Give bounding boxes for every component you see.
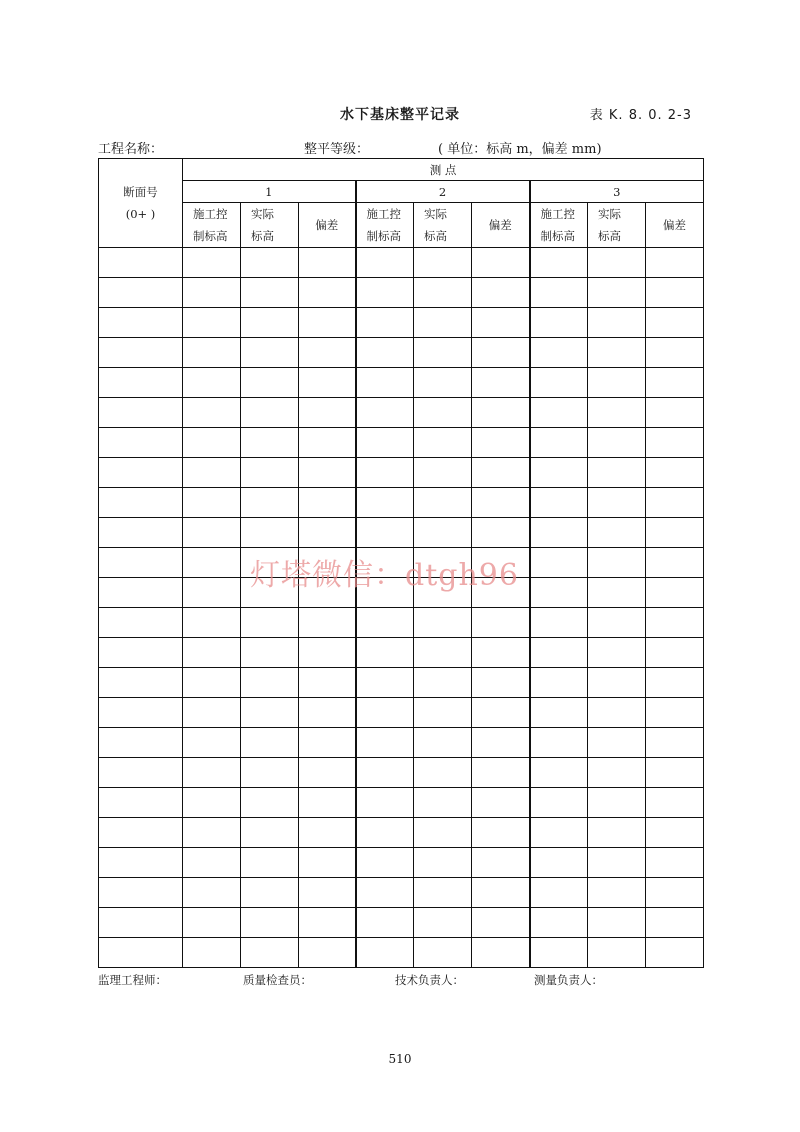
measurement-cell[interactable] <box>299 758 356 788</box>
section-number-header <box>99 159 183 248</box>
measurement-cell[interactable] <box>588 608 646 638</box>
measurement-cell[interactable] <box>646 938 704 968</box>
measurement-cell[interactable] <box>530 278 588 308</box>
measurement-cell[interactable] <box>356 338 414 368</box>
section-number-cell[interactable] <box>99 548 183 578</box>
table-row <box>99 428 704 458</box>
page-number: 510 <box>388 1052 412 1066</box>
measurement-cell[interactable] <box>183 338 241 368</box>
unit-note: ( 单位：标高 m，偏差 mm) <box>438 142 602 157</box>
measurement-cell[interactable] <box>241 698 299 728</box>
measurement-cell[interactable] <box>530 248 588 278</box>
measurement-cell[interactable] <box>588 548 646 578</box>
measurement-cell[interactable] <box>646 368 704 398</box>
measurement-cell[interactable] <box>241 758 299 788</box>
measurement-cell[interactable] <box>646 818 704 848</box>
section-number-cell[interactable] <box>99 608 183 638</box>
measurement-cell[interactable] <box>646 758 704 788</box>
section-number-cell[interactable] <box>99 818 183 848</box>
measurement-cell[interactable] <box>472 788 530 818</box>
measurement-cell[interactable] <box>356 278 414 308</box>
measurement-cell[interactable] <box>414 938 472 968</box>
measurement-cell[interactable] <box>646 548 704 578</box>
survey-lead-label: 测量负责人： <box>534 973 603 987</box>
measurement-cell[interactable] <box>414 878 472 908</box>
measurement-cell[interactable] <box>299 368 356 398</box>
measurement-cell[interactable] <box>183 368 241 398</box>
table-row <box>99 368 704 398</box>
ctrl-elev-header: 施工控 制标高 <box>356 203 414 248</box>
technical-lead-label: 技术负责人： <box>395 973 464 987</box>
measurement-cell[interactable] <box>414 818 472 848</box>
measurement-cell[interactable] <box>241 848 299 878</box>
measurement-cell[interactable] <box>414 638 472 668</box>
measurement-cell[interactable] <box>472 458 530 488</box>
measurement-cell[interactable] <box>241 458 299 488</box>
measurement-cell[interactable] <box>588 308 646 338</box>
section-number-cell[interactable] <box>99 368 183 398</box>
measurement-cell[interactable] <box>530 518 588 548</box>
measurement-cell[interactable] <box>530 728 588 758</box>
supervisor-label: 监理工程师： <box>98 973 167 987</box>
measurement-cell[interactable] <box>183 428 241 458</box>
measurement-cell[interactable] <box>299 308 356 338</box>
measurement-cell[interactable] <box>646 638 704 668</box>
measurement-cell[interactable] <box>588 908 646 938</box>
measurement-cell[interactable] <box>646 278 704 308</box>
measurement-cell[interactable] <box>183 938 241 968</box>
measurement-cell[interactable] <box>646 428 704 458</box>
measurement-cell[interactable] <box>299 728 356 758</box>
measurement-cell[interactable] <box>241 248 299 278</box>
measurement-cell[interactable] <box>530 368 588 398</box>
measurement-cell[interactable] <box>356 878 414 908</box>
measurement-cell[interactable] <box>472 938 530 968</box>
measurement-cell[interactable] <box>356 818 414 848</box>
measurement-cell[interactable] <box>183 728 241 758</box>
measurement-cell[interactable] <box>241 488 299 518</box>
measurement-cell[interactable] <box>588 728 646 758</box>
measurement-cell[interactable] <box>183 758 241 788</box>
measurement-cell[interactable] <box>299 818 356 848</box>
measurement-cell[interactable] <box>356 398 414 428</box>
measurement-cell[interactable] <box>299 608 356 638</box>
measurement-cell[interactable] <box>183 578 241 608</box>
deviation-header: 偏差 <box>472 203 530 248</box>
table-row <box>99 758 704 788</box>
table-row <box>99 848 704 878</box>
section-number-cell[interactable] <box>99 848 183 878</box>
measurement-cell[interactable] <box>588 938 646 968</box>
measurement-cell[interactable] <box>472 758 530 788</box>
measurement-cell[interactable] <box>414 518 472 548</box>
measurement-cell[interactable] <box>356 428 414 458</box>
measurement-cell[interactable] <box>472 488 530 518</box>
table-row <box>99 818 704 848</box>
measurement-cell[interactable] <box>241 788 299 818</box>
point-2-header: 2 <box>356 181 530 203</box>
measurement-cell[interactable] <box>530 428 588 458</box>
table-row <box>99 668 704 698</box>
measurement-cell[interactable] <box>472 728 530 758</box>
measurement-cell[interactable] <box>588 878 646 908</box>
measurement-cell[interactable] <box>183 308 241 338</box>
measurement-cell[interactable] <box>588 278 646 308</box>
measurement-cell[interactable] <box>241 278 299 308</box>
section-number-cell[interactable] <box>99 398 183 428</box>
measurement-cell[interactable] <box>183 278 241 308</box>
measurement-cell[interactable] <box>299 788 356 818</box>
measurement-cell[interactable] <box>472 308 530 338</box>
table-row <box>99 638 704 668</box>
point-1-header: 1 <box>183 181 356 203</box>
measurement-cell[interactable] <box>241 728 299 758</box>
measurement-cell[interactable] <box>472 908 530 938</box>
table-row <box>99 728 704 758</box>
measurement-cell[interactable] <box>356 368 414 398</box>
measurement-cell[interactable] <box>588 428 646 458</box>
measurement-cell[interactable] <box>472 278 530 308</box>
section-number-cell[interactable] <box>99 458 183 488</box>
measurement-cell[interactable] <box>646 728 704 758</box>
measurement-cell[interactable] <box>530 758 588 788</box>
table-row <box>99 248 704 278</box>
measurement-cell[interactable] <box>299 638 356 668</box>
measurement-cell[interactable] <box>356 308 414 338</box>
section-number-cell[interactable] <box>99 308 183 338</box>
measurement-cell[interactable] <box>299 668 356 698</box>
section-number-cell[interactable] <box>99 908 183 938</box>
measurement-cell[interactable] <box>530 938 588 968</box>
measurement-cell[interactable] <box>530 488 588 518</box>
measurement-cell[interactable] <box>414 368 472 398</box>
measurement-cell[interactable] <box>530 668 588 698</box>
table-row <box>99 908 704 938</box>
measurement-cell[interactable] <box>299 908 356 938</box>
measurement-cell[interactable] <box>472 608 530 638</box>
measurement-cell[interactable] <box>530 548 588 578</box>
measurement-cell[interactable] <box>241 938 299 968</box>
section-number-cell[interactable] <box>99 938 183 968</box>
measurement-cell[interactable] <box>530 908 588 938</box>
measurement-cell[interactable] <box>646 398 704 428</box>
measurement-cell[interactable] <box>472 398 530 428</box>
measurement-cell[interactable] <box>646 698 704 728</box>
measurement-cell[interactable] <box>414 758 472 788</box>
section-number-cell[interactable] <box>99 788 183 818</box>
measurement-cell[interactable] <box>646 908 704 938</box>
measurement-cell[interactable] <box>183 608 241 638</box>
measurement-cell[interactable] <box>356 518 414 548</box>
measurement-cell[interactable] <box>472 818 530 848</box>
table-row <box>99 938 704 968</box>
measurement-cell[interactable] <box>299 938 356 968</box>
measurement-cell[interactable] <box>299 488 356 518</box>
measurement-cell[interactable] <box>472 368 530 398</box>
section-number-cell[interactable] <box>99 578 183 608</box>
measurement-cell[interactable] <box>472 668 530 698</box>
measurement-cell[interactable] <box>356 488 414 518</box>
ctrl-elev-header: 施工控 制标高 <box>530 203 588 248</box>
document-title: 水下基床整平记录 <box>340 107 460 123</box>
measurement-cell[interactable] <box>530 638 588 668</box>
measurement-cell[interactable] <box>646 578 704 608</box>
measurement-cell[interactable] <box>356 638 414 668</box>
measurement-cell[interactable] <box>356 608 414 638</box>
section-number-cell[interactable] <box>99 488 183 518</box>
section-sub-label: (0+ ) <box>125 207 156 221</box>
section-number-cell[interactable] <box>99 338 183 368</box>
measurement-cell[interactable] <box>414 848 472 878</box>
section-number-cell[interactable] <box>99 878 183 908</box>
measurement-cell[interactable] <box>530 848 588 878</box>
measurement-cell[interactable] <box>356 668 414 698</box>
measurement-cell[interactable] <box>299 698 356 728</box>
measurement-cell[interactable] <box>472 878 530 908</box>
measurement-cell[interactable] <box>646 338 704 368</box>
table-row <box>99 878 704 908</box>
measurement-cell[interactable] <box>646 248 704 278</box>
measurement-cell[interactable] <box>356 938 414 968</box>
measurement-cell[interactable] <box>588 458 646 488</box>
measurement-cell[interactable] <box>356 458 414 488</box>
measurement-cell[interactable] <box>588 368 646 398</box>
measurement-cell[interactable] <box>299 248 356 278</box>
deviation-header: 偏差 <box>646 203 704 248</box>
section-number-cell[interactable] <box>99 668 183 698</box>
measurement-cell[interactable] <box>299 338 356 368</box>
measurement-cell[interactable] <box>588 758 646 788</box>
measurement-cell[interactable] <box>183 518 241 548</box>
measurement-cell[interactable] <box>183 788 241 818</box>
measurement-cell[interactable] <box>414 668 472 698</box>
section-number-cell[interactable] <box>99 518 183 548</box>
measurement-cell[interactable] <box>183 638 241 668</box>
measurement-cell[interactable] <box>414 608 472 638</box>
measurement-cell[interactable] <box>414 308 472 338</box>
measurement-cell[interactable] <box>241 518 299 548</box>
measurement-cell[interactable] <box>530 458 588 488</box>
measurement-cell[interactable] <box>530 608 588 638</box>
ctrl-elev-header: 施工控 制标高 <box>183 203 241 248</box>
measurement-cell[interactable] <box>183 248 241 278</box>
measurement-cell[interactable] <box>241 338 299 368</box>
measurement-cell[interactable] <box>356 848 414 878</box>
measurement-cell[interactable] <box>414 488 472 518</box>
measurement-cell[interactable] <box>414 698 472 728</box>
measurement-cell[interactable] <box>646 308 704 338</box>
measurement-cell[interactable] <box>472 518 530 548</box>
measurement-cell[interactable] <box>414 278 472 308</box>
measurement-cell[interactable] <box>530 398 588 428</box>
measurement-cell[interactable] <box>530 698 588 728</box>
measurement-cell[interactable] <box>530 878 588 908</box>
measurement-cell[interactable] <box>646 848 704 878</box>
section-number-cell[interactable] <box>99 728 183 758</box>
point-3-header: 3 <box>530 181 704 203</box>
table-row <box>99 398 704 428</box>
measurement-cell[interactable] <box>183 818 241 848</box>
measurement-cell[interactable] <box>414 398 472 428</box>
actual-elev-header: 实际 标高 <box>241 203 299 248</box>
measurement-cell[interactable] <box>530 308 588 338</box>
table-row <box>99 698 704 728</box>
measurement-cell[interactable] <box>588 848 646 878</box>
measurement-cell[interactable] <box>241 608 299 638</box>
measurement-cell[interactable] <box>241 668 299 698</box>
measurement-cell[interactable] <box>472 338 530 368</box>
section-number-cell[interactable] <box>99 248 183 278</box>
measurement-cell[interactable] <box>414 788 472 818</box>
measurement-cell[interactable] <box>588 248 646 278</box>
measurement-cell[interactable] <box>646 788 704 818</box>
measurement-cell[interactable] <box>530 578 588 608</box>
measurement-cell[interactable] <box>588 338 646 368</box>
measurement-cell[interactable] <box>299 398 356 428</box>
measurement-cell[interactable] <box>356 788 414 818</box>
measurement-cell[interactable] <box>414 248 472 278</box>
measurement-cell[interactable] <box>414 458 472 488</box>
quality-inspector-label: 质量检查员： <box>243 973 312 987</box>
section-number-cell[interactable] <box>99 278 183 308</box>
measurement-cell[interactable] <box>646 458 704 488</box>
measurement-cell[interactable] <box>241 878 299 908</box>
measurement-cell[interactable] <box>183 458 241 488</box>
table-row <box>99 338 704 368</box>
measurement-cell[interactable] <box>530 338 588 368</box>
measurement-cell[interactable] <box>241 308 299 338</box>
measurement-cell[interactable] <box>183 908 241 938</box>
watermark-text: 灯塔微信：dtgh96 <box>250 558 519 593</box>
section-number-cell[interactable] <box>99 638 183 668</box>
grade-label: 整平等级： <box>304 142 370 157</box>
measurement-cell[interactable] <box>646 488 704 518</box>
measurement-cell[interactable] <box>299 848 356 878</box>
table-row <box>99 518 704 548</box>
section-label: 断面号 <box>123 185 158 199</box>
section-number-cell[interactable] <box>99 758 183 788</box>
measurement-cell[interactable] <box>299 458 356 488</box>
measurement-cell[interactable] <box>183 698 241 728</box>
table-row <box>99 488 704 518</box>
measurement-cell[interactable] <box>299 278 356 308</box>
measurement-cell[interactable] <box>472 248 530 278</box>
table-row <box>99 278 704 308</box>
measurement-cell[interactable] <box>414 428 472 458</box>
measurement-cell[interactable] <box>183 548 241 578</box>
measurement-cell[interactable] <box>530 788 588 818</box>
table-row <box>99 608 704 638</box>
table-row <box>99 308 704 338</box>
table-number: 表 K. 8. 0. 2-3 <box>589 108 692 123</box>
measuring-points-header: 测 点 <box>183 159 704 181</box>
measurement-cell[interactable] <box>183 488 241 518</box>
measurement-cell[interactable] <box>356 908 414 938</box>
measurement-cell[interactable] <box>588 488 646 518</box>
measurement-cell[interactable] <box>241 818 299 848</box>
actual-elev-header: 实际 标高 <box>414 203 472 248</box>
measurement-cell[interactable] <box>241 428 299 458</box>
measurement-cell[interactable] <box>472 428 530 458</box>
measurement-cell[interactable] <box>588 578 646 608</box>
measurement-cell[interactable] <box>472 848 530 878</box>
measurement-cell[interactable] <box>588 668 646 698</box>
actual-elev-header: 实际 标高 <box>588 203 646 248</box>
measurement-cell[interactable] <box>588 398 646 428</box>
measurement-cell[interactable] <box>183 878 241 908</box>
measurement-cell[interactable] <box>299 518 356 548</box>
project-name-label: 工程名称： <box>98 142 164 157</box>
deviation-header: 偏差 <box>299 203 356 248</box>
measurement-cell[interactable] <box>588 788 646 818</box>
section-number-cell[interactable] <box>99 428 183 458</box>
measurement-cell[interactable] <box>299 428 356 458</box>
measurement-cell[interactable] <box>414 728 472 758</box>
measurement-cell[interactable] <box>472 698 530 728</box>
measurement-cell[interactable] <box>646 878 704 908</box>
measurement-cell[interactable] <box>588 638 646 668</box>
measurement-cell[interactable] <box>356 758 414 788</box>
measurement-cell[interactable] <box>588 518 646 548</box>
measurement-cell[interactable] <box>241 908 299 938</box>
measurement-cell[interactable] <box>356 728 414 758</box>
table-row <box>99 458 704 488</box>
measurement-cell[interactable] <box>646 608 704 638</box>
measurement-cell[interactable] <box>588 698 646 728</box>
measurement-cell[interactable] <box>530 818 588 848</box>
measurement-cell[interactable] <box>183 668 241 698</box>
measurement-cell[interactable] <box>183 848 241 878</box>
measurement-cell[interactable] <box>414 338 472 368</box>
measurement-cell[interactable] <box>414 908 472 938</box>
measurement-cell[interactable] <box>241 398 299 428</box>
measurement-cell[interactable] <box>241 638 299 668</box>
table-row <box>99 788 704 818</box>
measurement-cell[interactable] <box>646 518 704 548</box>
measurement-cell[interactable] <box>183 398 241 428</box>
measurement-cell[interactable] <box>646 668 704 698</box>
measurement-cell[interactable] <box>356 698 414 728</box>
measurement-cell[interactable] <box>588 818 646 848</box>
section-number-cell[interactable] <box>99 698 183 728</box>
measurement-cell[interactable] <box>356 248 414 278</box>
measurement-cell[interactable] <box>299 878 356 908</box>
measurement-cell[interactable] <box>241 368 299 398</box>
measurement-cell[interactable] <box>472 638 530 668</box>
